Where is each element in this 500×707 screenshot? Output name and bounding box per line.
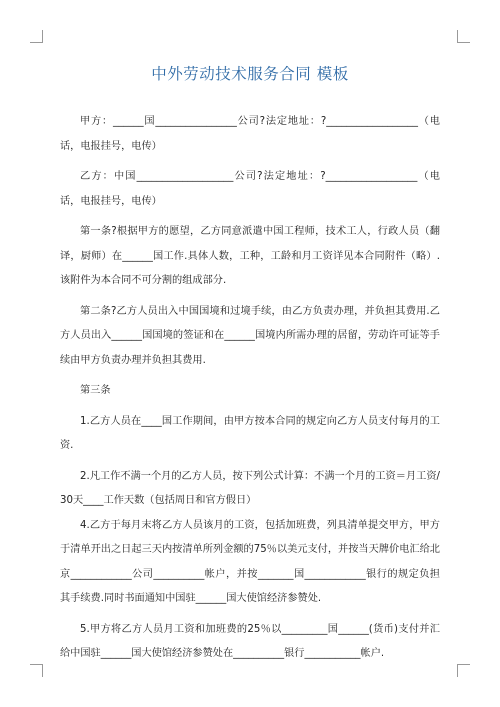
crop-mark-bottom-left bbox=[30, 664, 43, 677]
article-2-paragraph: 第二条?乙方人员出入中国国境和过境手续，由乙方负责办理，并负担其费用.乙方人员出入______国国境的签证和在______国境内所需办理的居留，劳动许可证等手续由甲方负责办理并负担其费用. bbox=[60, 305, 440, 366]
party-b-paragraph: 乙方：中国___________________公司?法定地址：?__________________（电话，电报挂号，电传） bbox=[60, 171, 440, 207]
clause-4-paragraph: 4.乙方于每月末将乙方人员该月的工资，包括加班费，列具清单提交甲方，甲方于清单开出之日起三天内按清单所列金额的75％以美元支付，并按当天牌价电汇给北京____________公司__________帐户，并按_______国____________银行的规定负担其手续费.同时书面通知中国驻______国大使馆经济参赞处. bbox=[60, 519, 440, 604]
document-body bbox=[60, 110, 440, 667]
document-title: 中外劳动技术服务合同 模板 bbox=[151, 65, 349, 83]
party-a-paragraph: 甲方：______国________________公司?法定地址：?__________________（电话，电报挂号，电传） bbox=[60, 116, 440, 152]
article-3-heading: 第三条 bbox=[80, 385, 111, 396]
crop-mark-top-right bbox=[457, 30, 470, 43]
crop-mark-bottom-right bbox=[457, 664, 470, 677]
clause-1-paragraph: 1.乙方人员在____国工作期间，由甲方按本合同的规定向乙方人员支付每月的工资. bbox=[60, 415, 440, 451]
clause-2-paragraph: 2.凡工作不满一个月的乙方人员，按下列公式计算：不满一个月的工资＝月工资/30天____工作天数（包括周日和官方假日） bbox=[60, 470, 440, 506]
crop-mark-top-left bbox=[30, 30, 43, 43]
article-1-paragraph: 第一条?根据甲方的愿望，乙方同意派遣中国工程师，技术工人，行政人员（翻译，厨师）在______国工作.具体人数，工种，工龄和月工资详见本合同附件（略）.该附件为本合同不可分割的组成部分. bbox=[60, 226, 440, 286]
clause-5-paragraph: 5.甲方将乙方人员月工资和加班费的25％以_________国______(货币)支付并汇给中国驻______国大使馆经济参赞处在__________银行___________帐户. bbox=[60, 623, 440, 659]
